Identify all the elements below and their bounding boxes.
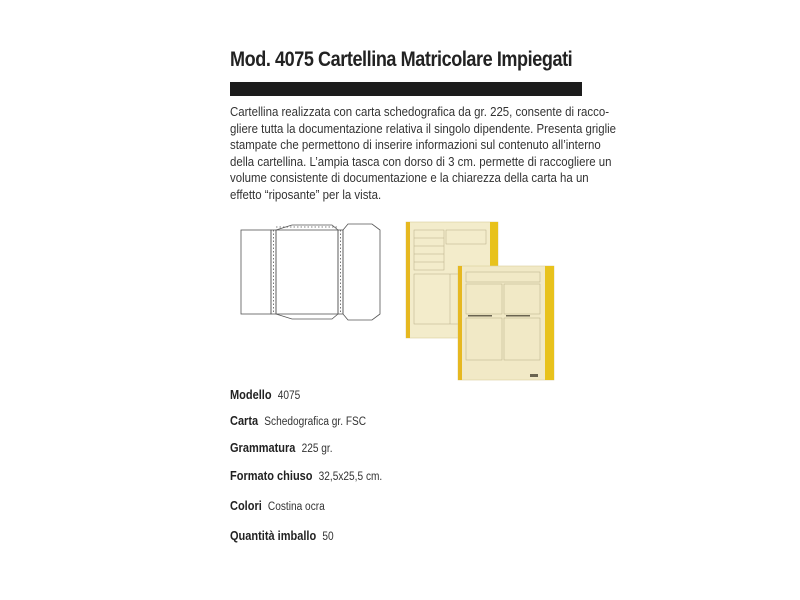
description-line: effetto “riposante” per la vista.: [230, 186, 382, 202]
spec-row-formato-chiuso: [230, 469, 382, 483]
product-description: [230, 104, 617, 203]
spec-value: 225 gr.: [301, 443, 333, 455]
spec-label: Modello: [230, 388, 272, 402]
description-line: Cartellina realizzata con carta schedografica da gr. 225, consente di racco-: [230, 104, 610, 119]
description-line: volume consistente di documentazione e la chiarezza della carta ha un: [230, 170, 589, 185]
spec-row-modello: [230, 388, 300, 402]
folder-dieline-diagram: [240, 222, 386, 322]
spec-value: 50: [322, 531, 334, 543]
product-photo: [400, 214, 560, 382]
spec-row-carta: [230, 414, 366, 428]
spec-value: Costina ocra: [267, 501, 325, 513]
spec-value: 4075: [277, 390, 301, 402]
title-rule: [230, 82, 582, 96]
description-line: gliere tutta la documentazione relativa il singolo dipendente. Presenta griglie: [230, 120, 617, 136]
spec-row-colori: [230, 499, 325, 513]
description-line: della cartellina. L’ampia tasca con dorso di 3 cm. permette di raccogliere un: [230, 153, 612, 169]
spec-value: Schedografica gr. FSC: [264, 416, 367, 428]
spec-label: Carta: [230, 414, 259, 428]
spec-label: Colori: [230, 499, 262, 513]
description-line: stampate che permettono di inserire informazioni sul contenuto all’interno: [230, 137, 601, 152]
spec-value: 32,5x25,5 cm.: [318, 471, 383, 483]
spec-label: Grammatura: [230, 441, 296, 455]
spec-row-grammatura: [230, 441, 333, 455]
product-title: Mod. 4075 Cartellina Matricolare Impiegati: [230, 48, 573, 71]
spec-label: Formato chiuso: [230, 469, 313, 483]
spec-label: Quantità imballo: [230, 529, 317, 543]
spec-row-quantita-imballo: [230, 529, 334, 543]
